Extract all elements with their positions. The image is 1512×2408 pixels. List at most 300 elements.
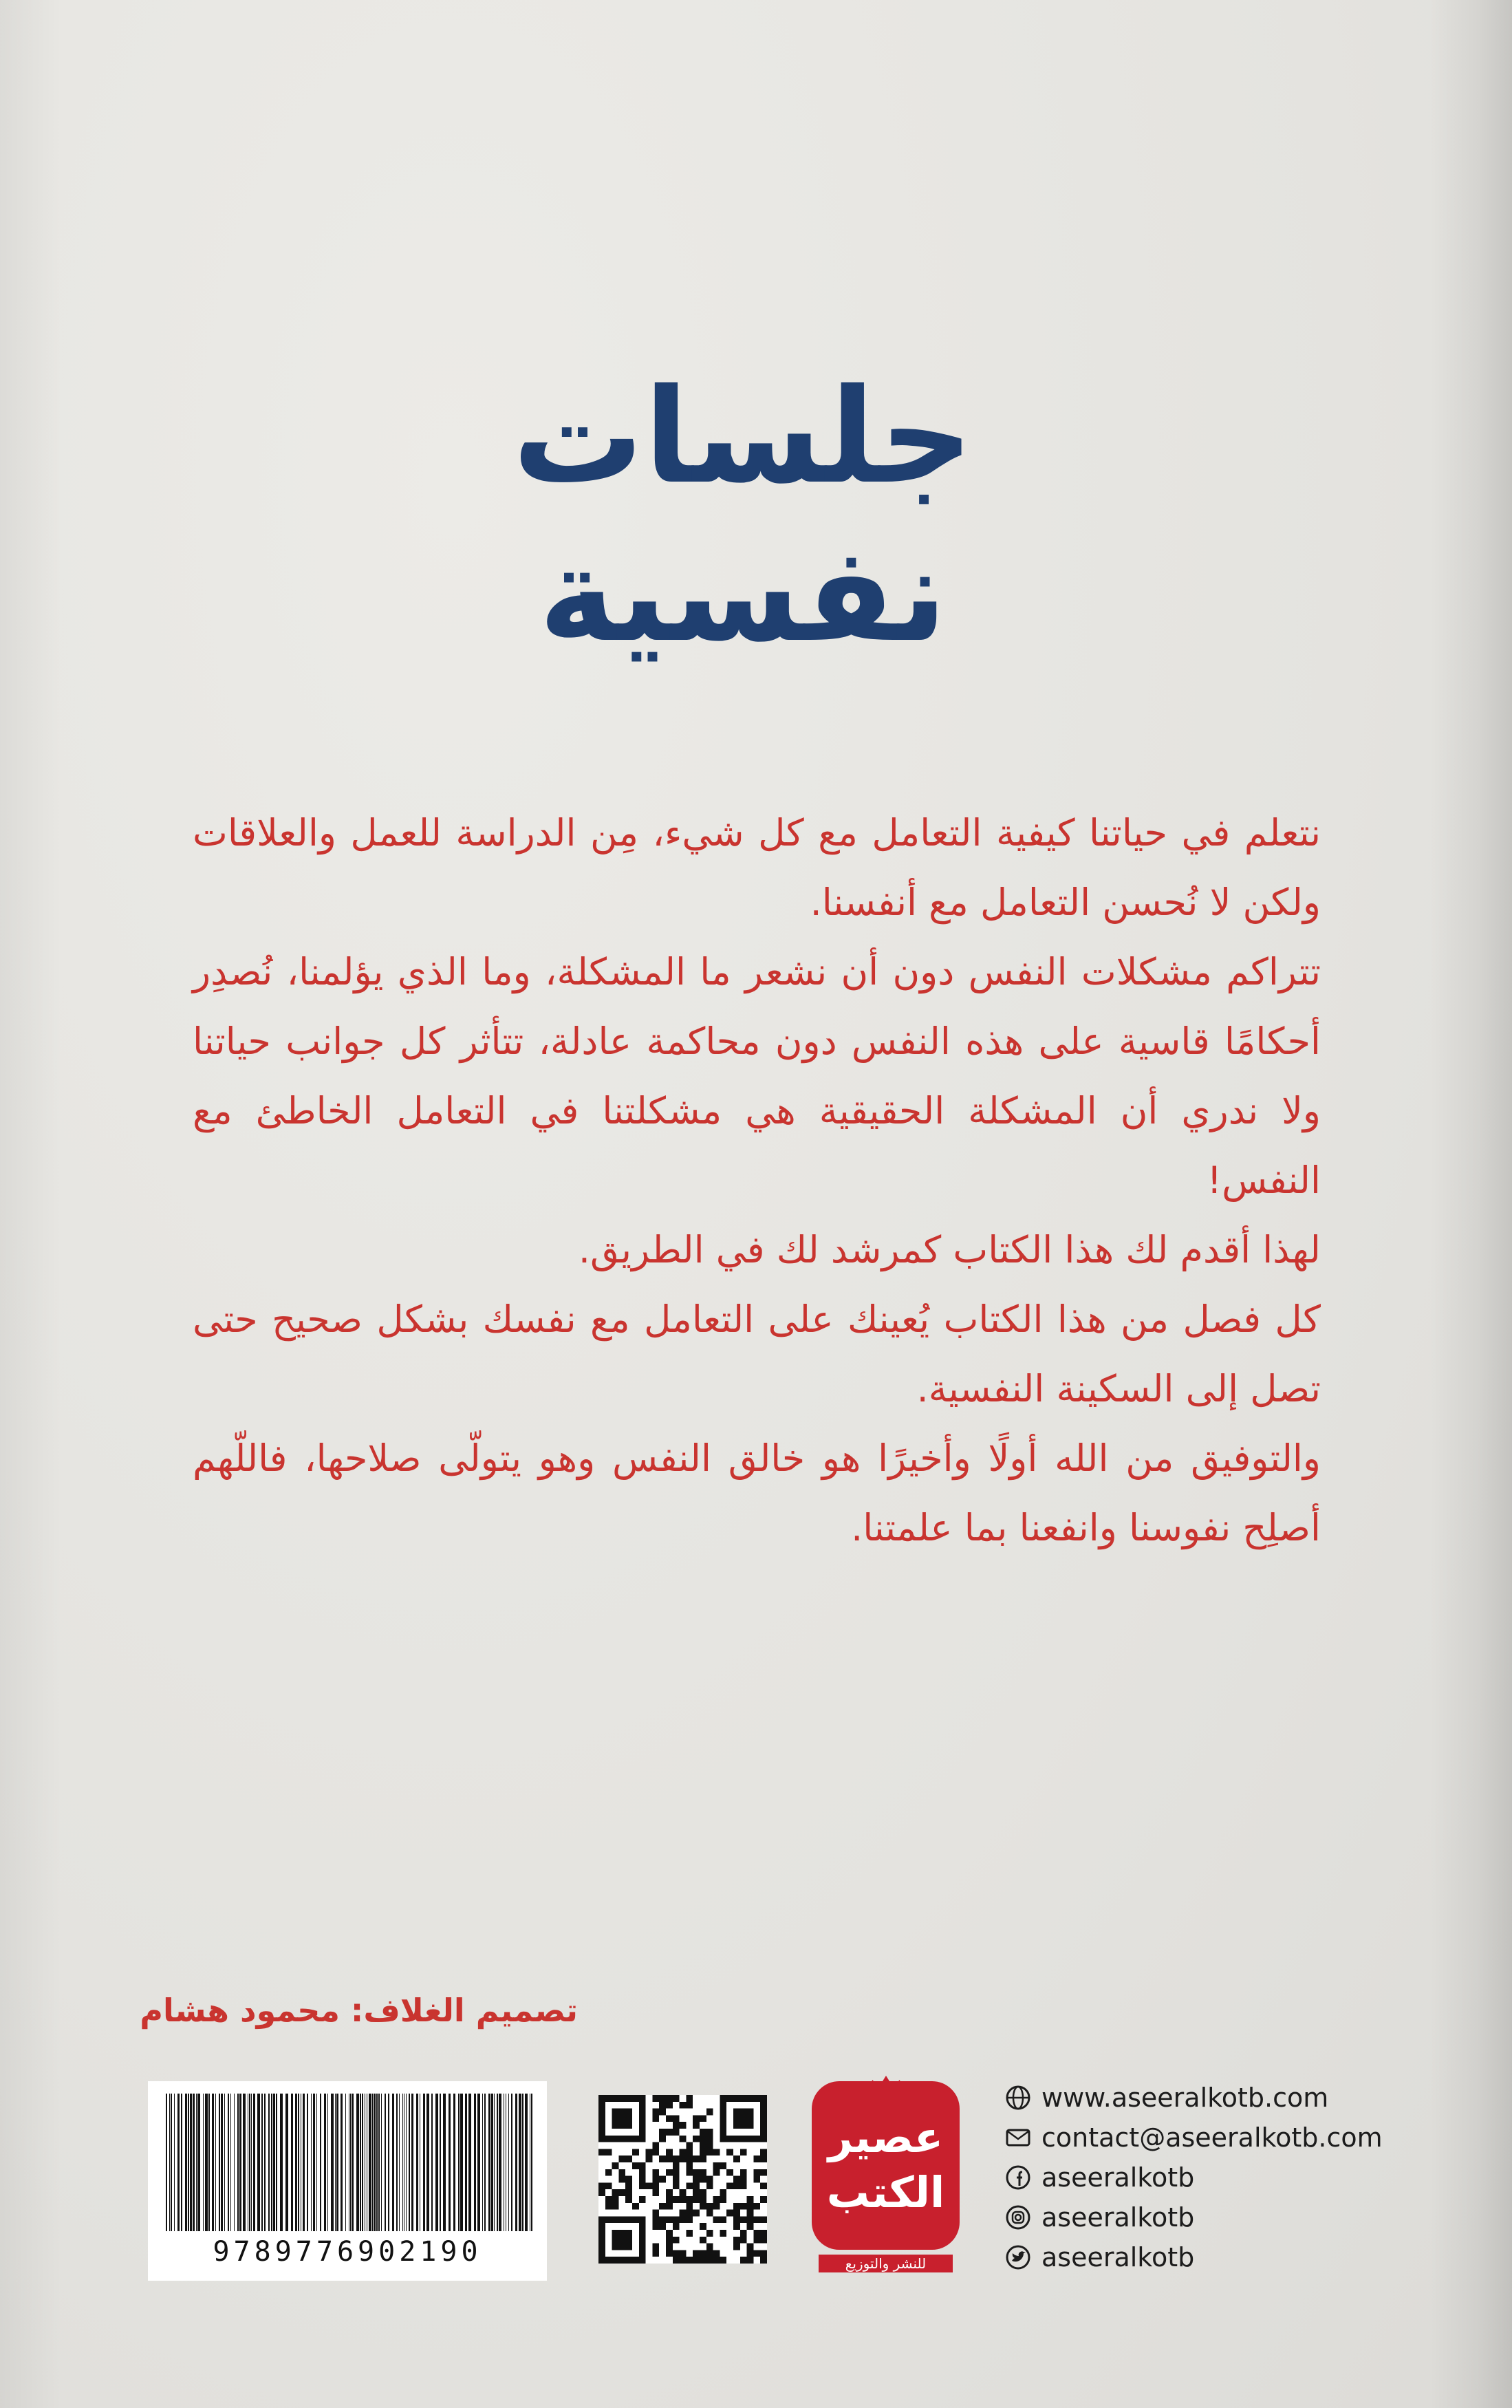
qr-module bbox=[700, 2149, 706, 2156]
qr-module bbox=[612, 2237, 619, 2244]
qr-module bbox=[612, 2196, 619, 2203]
qr-module bbox=[713, 2196, 720, 2203]
qr-module bbox=[612, 2230, 619, 2237]
qr-module bbox=[673, 2176, 680, 2183]
qr-module bbox=[673, 2223, 680, 2230]
qr-module bbox=[652, 2216, 659, 2223]
qr-module bbox=[733, 2182, 740, 2189]
qr-module bbox=[618, 2257, 625, 2264]
qr-module bbox=[598, 2237, 605, 2244]
qr-module bbox=[618, 2230, 625, 2237]
cover-design-credit: تصميم الغلاف: محمود هشام bbox=[140, 1992, 578, 2029]
barcode-bar bbox=[264, 2094, 266, 2231]
barcode-bar bbox=[313, 2094, 315, 2231]
instagram-icon bbox=[1004, 2204, 1032, 2231]
qr-module bbox=[673, 2257, 680, 2264]
qr-module bbox=[612, 2257, 619, 2264]
qr-module bbox=[612, 2162, 619, 2169]
twitter-icon bbox=[1004, 2244, 1032, 2271]
qr-module bbox=[625, 2196, 632, 2203]
qr-module bbox=[680, 2257, 687, 2264]
qr-module bbox=[726, 2169, 733, 2176]
barcode-bar bbox=[381, 2094, 382, 2231]
qr-module bbox=[659, 2129, 666, 2136]
qr-module bbox=[700, 2189, 706, 2196]
barcode-bar bbox=[378, 2094, 380, 2231]
qr-module bbox=[700, 2196, 706, 2203]
qr-module bbox=[680, 2196, 687, 2203]
qr-module bbox=[740, 2149, 747, 2156]
qr-module bbox=[659, 2102, 666, 2109]
qr-module bbox=[753, 2230, 760, 2237]
barcode-bar bbox=[291, 2094, 293, 2231]
qr-module bbox=[639, 2115, 646, 2122]
qr-module bbox=[666, 2203, 673, 2210]
qr-module bbox=[753, 2176, 760, 2183]
qr-module bbox=[680, 2136, 687, 2142]
qr-module bbox=[740, 2257, 747, 2264]
barcode-bar bbox=[335, 2094, 336, 2231]
barcode-bar bbox=[484, 2094, 486, 2231]
qr-module bbox=[639, 2136, 646, 2142]
qr-module bbox=[598, 2115, 605, 2122]
qr-module bbox=[713, 2257, 720, 2264]
qr-module bbox=[639, 2109, 646, 2116]
contact-instagram bbox=[1004, 2197, 1390, 2237]
qr-module bbox=[605, 2095, 612, 2102]
qr-module bbox=[680, 2122, 687, 2129]
qr-module bbox=[760, 2196, 767, 2203]
barcode-bar bbox=[440, 2094, 441, 2231]
qr-module bbox=[618, 2095, 625, 2102]
qr-module bbox=[700, 2223, 706, 2230]
cover-right-shadow bbox=[1429, 0, 1512, 2408]
barcode-bar bbox=[193, 2094, 195, 2231]
qr-module bbox=[686, 2182, 693, 2189]
barcode-bar bbox=[251, 2094, 252, 2231]
publisher-name-line-1: عصير bbox=[828, 2112, 944, 2162]
isbn-number: 9789776902190 bbox=[213, 2236, 482, 2268]
barcode-bar bbox=[280, 2094, 283, 2231]
qr-module bbox=[760, 2136, 767, 2142]
barcode-bar bbox=[219, 2094, 220, 2231]
barcode-bar bbox=[515, 2094, 517, 2231]
qr-module bbox=[747, 2196, 754, 2203]
qr-module bbox=[659, 2176, 666, 2183]
qr-module bbox=[740, 2115, 747, 2122]
qr-module bbox=[652, 2189, 659, 2196]
qr-module bbox=[753, 2169, 760, 2176]
qr-module bbox=[618, 2109, 625, 2116]
qr-module bbox=[760, 2102, 767, 2109]
qr-module bbox=[706, 2244, 713, 2250]
qr-module bbox=[760, 2129, 767, 2136]
qr-module bbox=[740, 2095, 747, 2102]
book-blurb bbox=[193, 798, 1321, 1562]
barcode-bar bbox=[177, 2094, 180, 2231]
qr-module bbox=[733, 2115, 740, 2122]
qr-module bbox=[612, 2095, 619, 2102]
qr-module bbox=[693, 2182, 700, 2189]
qr-module bbox=[612, 2189, 619, 2196]
barcode-bar bbox=[331, 2094, 334, 2231]
contact-text: aseeralkotb bbox=[1041, 2162, 1195, 2193]
barcode-bar bbox=[257, 2094, 260, 2231]
qr-module bbox=[693, 2156, 700, 2162]
blurb-paragraph: كل فصل من هذا الكتاب يُعينك على التعامل مع نفسك بشكل صحيح حتى تصل إلى السكينة النفسية. bbox=[193, 1298, 1321, 1410]
qr-module bbox=[639, 2244, 646, 2250]
qr-module bbox=[652, 2142, 659, 2149]
qr-module bbox=[733, 2210, 740, 2217]
qr-module bbox=[618, 2156, 625, 2162]
qr-module bbox=[625, 2156, 632, 2162]
barcode-bar bbox=[276, 2094, 277, 2231]
qr-module bbox=[686, 2095, 693, 2102]
qr-module bbox=[605, 2203, 612, 2210]
qr-module bbox=[673, 2122, 680, 2129]
qr-module bbox=[686, 2210, 693, 2217]
qr-module bbox=[700, 2136, 706, 2142]
barcode-bar bbox=[273, 2094, 275, 2231]
qr-module bbox=[760, 2115, 767, 2122]
qr-module bbox=[618, 2216, 625, 2223]
qr-module bbox=[666, 2230, 673, 2237]
contact-facebook bbox=[1004, 2158, 1390, 2197]
qr-module bbox=[652, 2095, 659, 2102]
qr-module bbox=[612, 2136, 619, 2142]
barcode-bar bbox=[203, 2094, 204, 2231]
blurb-paragraph: نتعلم في حياتنا كيفية التعامل مع كل شيء، مِن الدراسة للعمل والعلاقات ولكن لا نُحسن التعامل مع أنفسنا. bbox=[193, 811, 1321, 924]
qr-module bbox=[639, 2122, 646, 2129]
qr-module bbox=[652, 2244, 659, 2250]
qr-module bbox=[753, 2156, 760, 2162]
barcode-bar bbox=[298, 2094, 299, 2231]
qr-module bbox=[666, 2156, 673, 2162]
qr-module bbox=[652, 2250, 659, 2257]
book-title-line-1: جلسات bbox=[512, 361, 974, 513]
qr-module bbox=[706, 2129, 713, 2136]
qr-module bbox=[760, 2109, 767, 2116]
barcode-bar bbox=[531, 2094, 532, 2231]
qr-module bbox=[618, 2122, 625, 2129]
barcode-bar bbox=[360, 2094, 361, 2231]
barcode-bar bbox=[234, 2094, 235, 2231]
qr-module bbox=[686, 2257, 693, 2264]
barcode-bar bbox=[519, 2094, 521, 2231]
barcode-bar bbox=[249, 2094, 250, 2231]
qr-module bbox=[706, 2136, 713, 2142]
qr-module bbox=[686, 2156, 693, 2162]
qr-module bbox=[720, 2189, 726, 2196]
qr-module bbox=[673, 2169, 680, 2176]
qr-module bbox=[652, 2176, 659, 2183]
qr-module bbox=[625, 2244, 632, 2250]
qr-module bbox=[760, 2257, 767, 2264]
email-icon bbox=[1004, 2124, 1032, 2151]
qr-module bbox=[652, 2223, 659, 2230]
qr-module bbox=[666, 2095, 673, 2102]
qr-module bbox=[747, 2095, 754, 2102]
qr-module bbox=[618, 2136, 625, 2142]
barcode-bar bbox=[243, 2094, 246, 2231]
qr-module bbox=[713, 2149, 720, 2156]
qr-module bbox=[632, 2162, 639, 2169]
qr-module bbox=[686, 2230, 693, 2237]
qr-module bbox=[680, 2102, 687, 2109]
barcode-bar bbox=[474, 2094, 476, 2231]
qr-module bbox=[618, 2115, 625, 2122]
barcode-bar bbox=[372, 2094, 373, 2231]
qr-module bbox=[598, 2244, 605, 2250]
qr-module bbox=[673, 2182, 680, 2189]
qr-module bbox=[747, 2257, 754, 2264]
barcode-bar bbox=[185, 2094, 187, 2231]
qr-module bbox=[740, 2109, 747, 2116]
qr-module bbox=[639, 2102, 646, 2109]
qr-module bbox=[605, 2169, 612, 2176]
qr-module bbox=[639, 2216, 646, 2223]
qr-module bbox=[612, 2216, 619, 2223]
qr-module bbox=[760, 2250, 767, 2257]
barcode-bar bbox=[307, 2094, 308, 2231]
barcode-bars bbox=[163, 2094, 534, 2231]
barcode-bar bbox=[369, 2094, 371, 2231]
qr-module bbox=[747, 2122, 754, 2129]
blurb-paragraph: تتراكم مشكلات النفس دون أن نشعر ما المشكلة، وما الذي يؤلمنا، نُصدِر أحكامًا قاسية على هذه النفس دون محاكمة عادلة، تتأثر كل جوانب حياتنا ولا ندري أن المشكلة الحقيقية هي مشكلتنا في التعامل الخاطئ مع النفس! bbox=[193, 950, 1321, 1202]
publisher-logo bbox=[812, 2074, 960, 2274]
qr-module bbox=[680, 2156, 687, 2162]
qr-module bbox=[747, 2210, 754, 2217]
qr-module bbox=[646, 2156, 653, 2162]
qr-module bbox=[733, 2122, 740, 2129]
isbn-barcode bbox=[148, 2081, 547, 2281]
qr-module bbox=[652, 2109, 659, 2116]
qr-module bbox=[740, 2216, 747, 2223]
qr-module bbox=[693, 2196, 700, 2203]
qr-module bbox=[733, 2216, 740, 2223]
qr-module bbox=[612, 2122, 619, 2129]
qr-module bbox=[726, 2136, 733, 2142]
qr-module bbox=[713, 2203, 720, 2210]
qr-module bbox=[706, 2257, 713, 2264]
qr-module bbox=[760, 2095, 767, 2102]
qr-module bbox=[700, 2169, 706, 2176]
qr-module bbox=[598, 2136, 605, 2142]
barcode-bar bbox=[449, 2094, 451, 2231]
qr-module bbox=[733, 2223, 740, 2230]
qr-module bbox=[598, 2102, 605, 2109]
barcode-bar bbox=[320, 2094, 321, 2231]
barcode-bar bbox=[295, 2094, 297, 2231]
barcode-bar bbox=[477, 2094, 480, 2231]
qr-module bbox=[673, 2162, 680, 2169]
qr-module bbox=[666, 2216, 673, 2223]
qr-module bbox=[666, 2169, 673, 2176]
qr-module bbox=[652, 2182, 659, 2189]
qr-module bbox=[666, 2102, 673, 2109]
barcode-bar bbox=[468, 2094, 471, 2231]
barcode-bar bbox=[190, 2094, 192, 2231]
qr-module bbox=[733, 2237, 740, 2244]
qr-module bbox=[713, 2250, 720, 2257]
contact-twitter bbox=[1004, 2237, 1390, 2277]
qr-module bbox=[639, 2237, 646, 2244]
qr-module bbox=[659, 2095, 666, 2102]
qr-module bbox=[605, 2196, 612, 2203]
qr-module bbox=[673, 2115, 680, 2122]
contact-text: contact@aseeralkotb.com bbox=[1041, 2122, 1383, 2153]
qr-module bbox=[605, 2182, 612, 2189]
qr-module bbox=[740, 2136, 747, 2142]
qr-module bbox=[740, 2176, 747, 2183]
qr-module bbox=[666, 2189, 673, 2196]
qr-module bbox=[700, 2156, 706, 2162]
qr-module bbox=[598, 2149, 605, 2156]
barcode-bar bbox=[396, 2094, 398, 2231]
qr-module bbox=[733, 2156, 740, 2162]
qr-module bbox=[760, 2230, 767, 2237]
qr-module bbox=[760, 2169, 767, 2176]
qr-module bbox=[625, 2122, 632, 2129]
barcode-bar bbox=[311, 2094, 312, 2231]
qr-module bbox=[720, 2162, 726, 2169]
qr-module bbox=[646, 2182, 653, 2189]
qr-module bbox=[598, 2216, 605, 2223]
qr-module bbox=[639, 2182, 646, 2189]
qr-module bbox=[680, 2216, 687, 2223]
barcode-bar bbox=[230, 2094, 231, 2231]
barcode-bar bbox=[416, 2094, 418, 2231]
qr-module bbox=[726, 2210, 733, 2217]
qr-module bbox=[680, 2189, 687, 2196]
qr-module bbox=[700, 2237, 706, 2244]
barcode-bar bbox=[221, 2094, 223, 2231]
qr-module bbox=[747, 2203, 754, 2210]
publisher-name-line-2: الكتب bbox=[826, 2167, 945, 2217]
qr-module bbox=[753, 2216, 760, 2223]
qr-module bbox=[720, 2196, 726, 2203]
qr-module bbox=[666, 2115, 673, 2122]
barcode-bar bbox=[376, 2094, 378, 2231]
contact-text: aseeralkotb bbox=[1041, 2242, 1195, 2272]
qr-module bbox=[686, 2169, 693, 2176]
barcode-bar bbox=[522, 2094, 523, 2231]
barcode-bar bbox=[327, 2094, 328, 2231]
qr-module bbox=[706, 2250, 713, 2257]
qr-code bbox=[598, 2095, 767, 2264]
barcode-bar bbox=[494, 2094, 495, 2231]
barcode-bar bbox=[497, 2094, 498, 2231]
qr-module bbox=[686, 2142, 693, 2149]
qr-module bbox=[706, 2182, 713, 2189]
qr-module bbox=[693, 2122, 700, 2129]
qr-module bbox=[720, 2115, 726, 2122]
qr-module bbox=[720, 2216, 726, 2223]
qr-module bbox=[598, 2223, 605, 2230]
barcode-bar bbox=[443, 2094, 446, 2231]
barcode-bar bbox=[336, 2094, 338, 2231]
qr-module bbox=[706, 2142, 713, 2149]
barcode-bar bbox=[169, 2094, 170, 2231]
qr-module bbox=[747, 2136, 754, 2142]
qr-module bbox=[625, 2189, 632, 2196]
barcode-bar bbox=[239, 2094, 241, 2231]
qr-module bbox=[639, 2250, 646, 2257]
qr-module bbox=[632, 2216, 639, 2223]
qr-module bbox=[605, 2216, 612, 2223]
qr-module bbox=[605, 2136, 612, 2142]
qr-module bbox=[693, 2136, 700, 2142]
qr-module bbox=[625, 2230, 632, 2237]
barcode-bar bbox=[261, 2094, 263, 2231]
qr-module bbox=[693, 2210, 700, 2217]
qr-module bbox=[720, 2122, 726, 2129]
qr-module bbox=[726, 2149, 733, 2156]
qr-module bbox=[733, 2203, 740, 2210]
qr-module bbox=[659, 2223, 666, 2230]
blurb-paragraph: لهذا أقدم لك هذا الكتاب كمرشد لك في الطريق. bbox=[578, 1228, 1321, 1271]
barcode-bar bbox=[499, 2094, 501, 2231]
qr-module bbox=[680, 2210, 687, 2217]
barcode-bar bbox=[431, 2094, 433, 2231]
qr-module bbox=[646, 2149, 653, 2156]
qr-module bbox=[639, 2196, 646, 2203]
qr-module bbox=[673, 2129, 680, 2136]
barcode-bar bbox=[460, 2094, 463, 2231]
qr-module bbox=[733, 2176, 740, 2183]
qr-module bbox=[639, 2129, 646, 2136]
qr-module bbox=[733, 2095, 740, 2102]
barcode-bar bbox=[188, 2094, 189, 2231]
qr-module bbox=[753, 2250, 760, 2257]
qr-module bbox=[625, 2136, 632, 2142]
qr-module bbox=[598, 2109, 605, 2116]
contact-text: www.aseeralkotb.com bbox=[1041, 2083, 1329, 2113]
barcode-bar bbox=[271, 2094, 272, 2231]
qr-module bbox=[720, 2129, 726, 2136]
barcode-bar bbox=[374, 2094, 376, 2231]
qr-module bbox=[652, 2210, 659, 2217]
barcode-bar bbox=[406, 2094, 407, 2231]
qr-module bbox=[720, 2257, 726, 2264]
qr-module bbox=[666, 2250, 673, 2257]
qr-module bbox=[625, 2237, 632, 2244]
book-title-line-2: نفسية bbox=[538, 519, 948, 671]
barcode-bar bbox=[508, 2094, 509, 2231]
qr-module bbox=[726, 2095, 733, 2102]
barcode-bar bbox=[453, 2094, 455, 2231]
qr-module bbox=[713, 2216, 720, 2223]
barcode-bar bbox=[224, 2094, 225, 2231]
barcode-bar bbox=[174, 2094, 175, 2231]
qr-module bbox=[720, 2109, 726, 2116]
qr-module bbox=[625, 2257, 632, 2264]
barcode-bar bbox=[205, 2094, 208, 2231]
qr-module bbox=[618, 2237, 625, 2244]
qr-module bbox=[740, 2230, 747, 2237]
qr-module bbox=[706, 2230, 713, 2237]
barcode-bar bbox=[399, 2094, 400, 2231]
barcode-bar bbox=[324, 2094, 326, 2231]
qr-module bbox=[740, 2237, 747, 2244]
qr-module bbox=[706, 2203, 713, 2210]
qr-module bbox=[632, 2136, 639, 2142]
qr-module bbox=[673, 2196, 680, 2203]
qr-module bbox=[700, 2176, 706, 2183]
barcode-bar bbox=[350, 2094, 351, 2231]
qr-module bbox=[760, 2237, 767, 2244]
barcode-bar bbox=[215, 2094, 216, 2231]
